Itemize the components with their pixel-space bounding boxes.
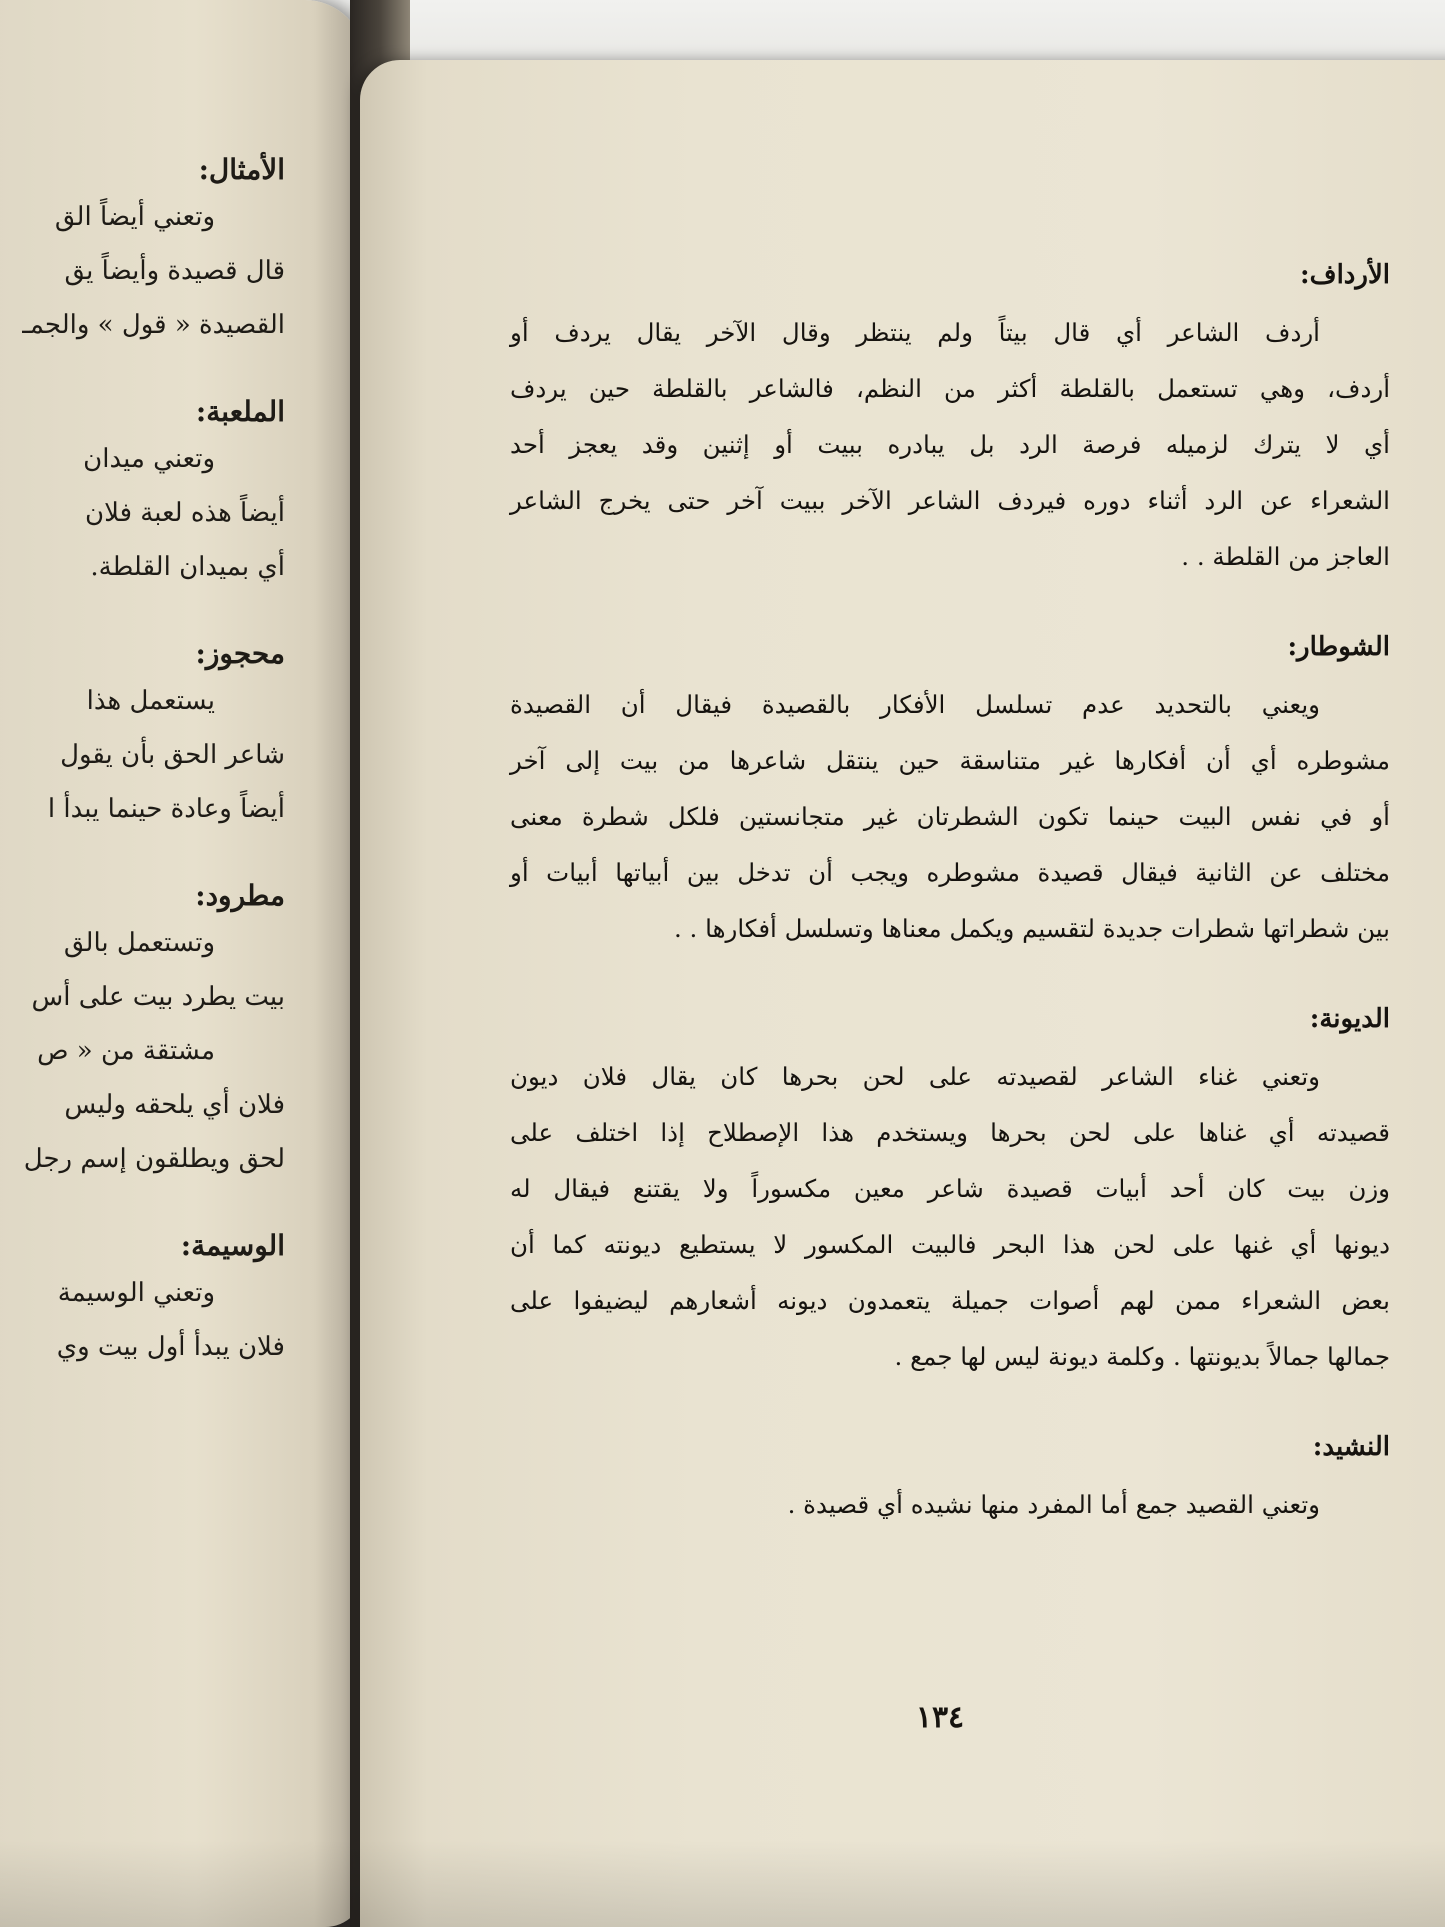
left-line: وتستعمل بالق [63, 928, 215, 958]
right-page-text [510, 255, 1390, 1575]
left-line: مشتقة من « ص [37, 1036, 215, 1066]
paragraph-line: قصيدته أي غناها على لحن بحرها ويستخدم هذا الإصطلاح إذا اختلف على [510, 1118, 1390, 1147]
left-page [0, 0, 365, 1927]
left-line: فلان يبدأ أول بيت وي [56, 1332, 285, 1362]
left-heading: الوسيمة: [180, 1229, 285, 1262]
left-line: بيت يطرد بيت على أس [31, 982, 285, 1012]
left-line: وتعني الوسيمة [57, 1278, 215, 1308]
left-section-mahjouz [0, 634, 285, 836]
left-line: يستعمل هذا [86, 686, 215, 716]
section-shawtar [510, 627, 1390, 957]
left-line: فلان أي يلحقه وليس [64, 1090, 285, 1120]
paragraph-line: أردف، وهي تستعمل بالقلطة أكثر من النظم، فالشاعر بالقلطة حين يردف [510, 374, 1390, 403]
left-section-wasima [0, 1226, 285, 1374]
left-line: لحق ويطلقون إسم رجل [23, 1144, 285, 1174]
paragraph-line: مختلف عن الثانية فيقال قصيدة مشوطره ويجب أن تدخل بين أبياتها أبيات أو [510, 858, 1390, 887]
paragraph-line: أردف الشاعر أي قال بيتاً ولم ينتظر وقال الآخر يقال يردف أو [510, 318, 1320, 347]
section-nashid [510, 1427, 1390, 1533]
paragraph-line: أو في نفس البيت حينما تكون الشطرتان غير متجانستين فلكل شطرة معنى [510, 802, 1390, 831]
page-number: ١٣٤ [915, 1700, 965, 1735]
left-line: أيضاً وعادة حينما يبدأ ا [47, 794, 285, 824]
left-section-malaba [0, 392, 285, 594]
paragraph-line: ويعني بالتحديد عدم تسلسل الأفكار بالقصيدة فيقال أن القصيدة [510, 690, 1320, 719]
left-line: أيضاً هذه لعبة فلان [85, 498, 285, 528]
left-line: وتعني ميدان [83, 444, 215, 474]
paragraph-line: بعض الشعراء ممن لهم أصوات جميلة يتعمدون ديونه أشعارهم ليضيفوا على [510, 1286, 1390, 1315]
paragraph-line: بين شطراتها شطرات جديدة لتقسيم ويكمل معناها وتسلسل أفكارها . . [673, 914, 1390, 943]
left-line: قال قصيدة وأيضاً يق [64, 256, 285, 286]
paragraph-line: مشوطره أي أن أفكارها غير متناسقة حين ينتقل شاعرها من بيت إلى آخر [510, 746, 1390, 775]
left-heading: الأمثال: [198, 153, 285, 186]
paragraph-line: وزن بيت كان أحد أبيات قصيدة شاعر معين مكسوراً ولا يقتنع فيقال له [510, 1174, 1390, 1203]
left-section-amthal [0, 150, 285, 352]
paragraph-line: وتعني القصيد جمع أما المفرد منها نشيده أي قصيدة . [787, 1490, 1320, 1519]
section-heading: الديونة: [1309, 1004, 1390, 1034]
paragraph-line: وتعني غناء الشاعر لقصيدته على لحن بحرها كان يقال فلان ديون [510, 1062, 1320, 1091]
left-line: أي بميدان القلطة. [90, 552, 285, 582]
section-heading: النشيد: [1312, 1432, 1390, 1462]
left-line: القصيدة « قول » والجمـ [22, 310, 285, 340]
left-line: وتعني أيضاً الق [54, 202, 215, 232]
paragraph-line: الشعراء عن الرد أثناء دوره فيردف الشاعر الآخر ببيت آخر حتى يخرج الشاعر [510, 486, 1390, 515]
left-section-matroud [0, 876, 285, 1186]
left-heading: الملعبة: [195, 395, 285, 428]
left-line: شاعر الحق بأن يقول [60, 740, 285, 770]
left-heading: محجوز: [195, 637, 285, 670]
paragraph-line: جمالها جمالاً بديونتها . وكلمة ديونة ليس لها جمع . [894, 1342, 1390, 1371]
paragraph-line: العاجز من القلطة . . [1181, 542, 1390, 571]
section-heading: الأرداف: [1300, 260, 1390, 290]
section-ardaf [510, 255, 1390, 585]
paragraph-line: أي لا يترك لزميله فرصة الرد بل يبادره ببيت أو إثنين وقد يعجز أحد [510, 430, 1390, 459]
section-diwana [510, 999, 1390, 1385]
left-heading: مطرود: [195, 879, 285, 912]
paragraph-line: ديونها أي غنها على لحن هذا البحر فالبيت المكسور لا يستطيع ديونته كما أن [510, 1230, 1390, 1259]
left-page-text [0, 150, 285, 1414]
section-heading: الشوطار: [1287, 632, 1390, 662]
